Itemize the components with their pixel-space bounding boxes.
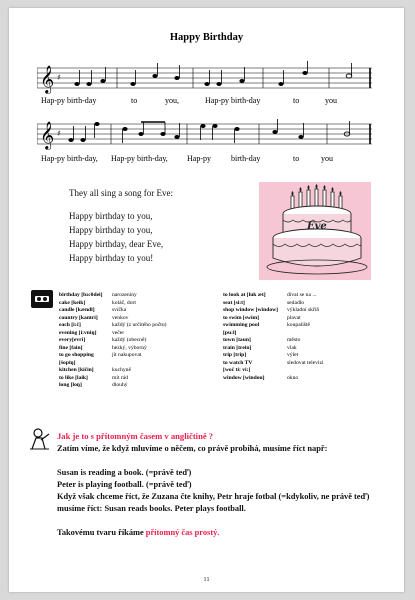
vocab-left-column (59, 292, 219, 390)
vocab-english: to go shopping (59, 352, 94, 358)
vocab-czech: koláč, dort (112, 299, 136, 306)
vocab-czech: koupaliště (287, 322, 310, 328)
lyric-2-5: to (293, 154, 300, 163)
grammar-question: Jak je to s přítomným časem v angličtině ? (57, 431, 214, 441)
vocab-row (59, 292, 219, 300)
birthday-cake-illustration (259, 182, 371, 280)
lyric-2-2: Hap-py birth-day, (111, 154, 168, 163)
grammar-paragraph-1: Zatím víme, že když mluvíme o něčem, co právě probíhá, musíme říct např: (57, 444, 328, 453)
vocab-row (223, 315, 393, 323)
vocab-czech: výlet (287, 352, 299, 358)
vocab-row (223, 337, 393, 345)
vocab-row (223, 360, 393, 368)
vocab-english: evening [i:vniŋ] (59, 329, 97, 336)
vocab-row (223, 345, 393, 353)
vocab-row (59, 360, 219, 368)
lyric-1-1: Hap-py birth-day (41, 96, 97, 105)
verse-line-2: Happy birthday to you, (69, 225, 153, 235)
verse-line-4: Happy birthday to you! (69, 253, 154, 263)
page-number: 11 (203, 576, 210, 583)
vocab-czech: venkov (112, 314, 129, 321)
vocab-english: trip [trip] (223, 352, 247, 358)
music-staff-1 (37, 60, 372, 94)
vocab-english: cake [keik] (59, 299, 86, 306)
vocab-row (223, 375, 393, 383)
vocab-english: to watch TV (223, 359, 253, 366)
vocab-row (223, 367, 393, 375)
vocab-row (59, 315, 219, 323)
vocab-czech: každý (z určitého počtu) (112, 322, 167, 328)
vocab-english: every[evri] (59, 337, 86, 343)
vocab-czech: hezký, výborný (112, 344, 147, 351)
vocab-english: swimming pool (223, 322, 260, 328)
vocab-czech: každý (obecně) (112, 337, 147, 343)
vocab-row (223, 307, 393, 315)
svg-text:♯: ♯ (57, 128, 61, 138)
vocab-czech: město (287, 337, 301, 343)
cake-label: Eve (307, 221, 327, 232)
vocab-czech: vlak (287, 344, 297, 351)
grammar-paragraph-2: Když však chceme říct, že Zuzana čte knihy, Petr hraje fotbal (=kdykoliv, ne právě teď) musíme říct: Susan reads books. Peter plays football. (57, 492, 370, 513)
vocab-czech: výkladní skříň (287, 307, 320, 313)
vocab-czech: dívat se na ... (287, 292, 317, 298)
vocab-row (59, 330, 219, 338)
vocab-english: to like [laik] (59, 374, 88, 381)
vocab-english: birthday [bə:θdei] (59, 292, 103, 298)
lyric-1-5: to (293, 96, 300, 105)
vocab-english: to look at [luk æt] (223, 292, 266, 298)
vocab-czech: mít rád (112, 374, 129, 381)
birthday-cake-icon (259, 182, 371, 280)
vocab-czech: plavat (287, 314, 301, 321)
cassette-icon (31, 290, 53, 308)
vocab-english: to swim [swim] (223, 314, 260, 321)
vocab-english: window [windou] (223, 374, 265, 381)
lyric-2-6: you (321, 154, 333, 163)
treble-clef-icon: 𝄞 (40, 65, 55, 93)
vocab-english: [woč ti: vi:] (223, 367, 251, 373)
music-staff-2 (37, 116, 372, 150)
vocab-row (59, 345, 219, 353)
treble-clef-icon: 𝄞 (40, 121, 55, 149)
vocab-row (223, 300, 393, 308)
vocab-english: shop window [window] (223, 307, 279, 313)
svg-text:♯: ♯ (57, 72, 61, 82)
lyric-1-2: to (131, 96, 138, 105)
vocab-czech: jít nakupovat (112, 352, 142, 358)
vocab-english: country [kantri] (59, 314, 98, 321)
vocab-english: long [loŋ] (59, 382, 82, 388)
vocab-row (223, 352, 393, 360)
music-notes-1 (74, 61, 351, 86)
vocab-row (59, 300, 219, 308)
textbook-page (9, 8, 404, 592)
grammar-paragraph-3 (57, 527, 387, 539)
vocab-row (223, 322, 393, 330)
vocab-right-column (223, 292, 393, 382)
vocab-czech: narozeniny (112, 292, 137, 298)
vocab-row (223, 292, 393, 300)
lyric-2-3: Hap-py (187, 154, 211, 163)
vocab-row (59, 382, 219, 390)
vocab-english: [šopiŋ] (59, 359, 76, 366)
lyric-2-1: Hap-py birth-day, (41, 154, 98, 163)
vocab-row (59, 367, 219, 375)
vocab-row (59, 322, 219, 330)
lyric-1-4: Hap-py birth-day (205, 96, 261, 105)
verse-line-1: Happy birthday to you, (69, 211, 153, 221)
vocab-english: fine [fain] (59, 344, 83, 351)
vocab-czech: večer (112, 329, 125, 336)
vocab-english: town [taun] (223, 337, 251, 343)
song-title: Happy Birthday (169, 32, 244, 43)
grammar-term-highlight: přítomný čas prostý. (145, 528, 220, 537)
vocab-czech: sedadlo (287, 299, 305, 306)
vocab-english: train [trein] (223, 344, 252, 351)
music-notes-2 (68, 119, 349, 143)
grammar-example-2: Peter is playing football. (=právě teď) (57, 480, 192, 489)
vocab-row (59, 337, 219, 345)
vocab-czech: kuchyně (112, 367, 131, 373)
vocab-czech: svíčka (112, 307, 127, 313)
lyric-1-6: you (325, 96, 337, 105)
vocab-english: [pu:l] (223, 329, 237, 336)
vocab-english: candle [kændl] (59, 307, 95, 313)
vocab-row (59, 352, 219, 360)
teacher-icon (29, 428, 51, 450)
lyric-2-4: birth-day (231, 154, 261, 163)
grammar-p3-text: Takovému tvaru říkáme (57, 528, 144, 537)
song-intro: They all sing a song for Eve: (69, 188, 173, 198)
grammar-example-1: Susan is reading a book. (=právě teď) (57, 468, 192, 477)
vocab-english: each [i:č] (59, 322, 81, 328)
lyric-1-3: you, (165, 96, 179, 105)
vocab-row (59, 375, 219, 383)
vocab-row (223, 330, 393, 338)
vocab-czech: dlouhý (112, 382, 128, 388)
verse-line-3: Happy birthday, dear Eve, (69, 239, 164, 249)
vocab-english: seat [si:t] (223, 299, 245, 306)
vocab-row (59, 307, 219, 315)
vocab-english: kitchen [kičin] (59, 367, 94, 373)
vocab-czech: okno (287, 374, 299, 381)
vocab-czech: sledovat televizi (287, 359, 324, 366)
